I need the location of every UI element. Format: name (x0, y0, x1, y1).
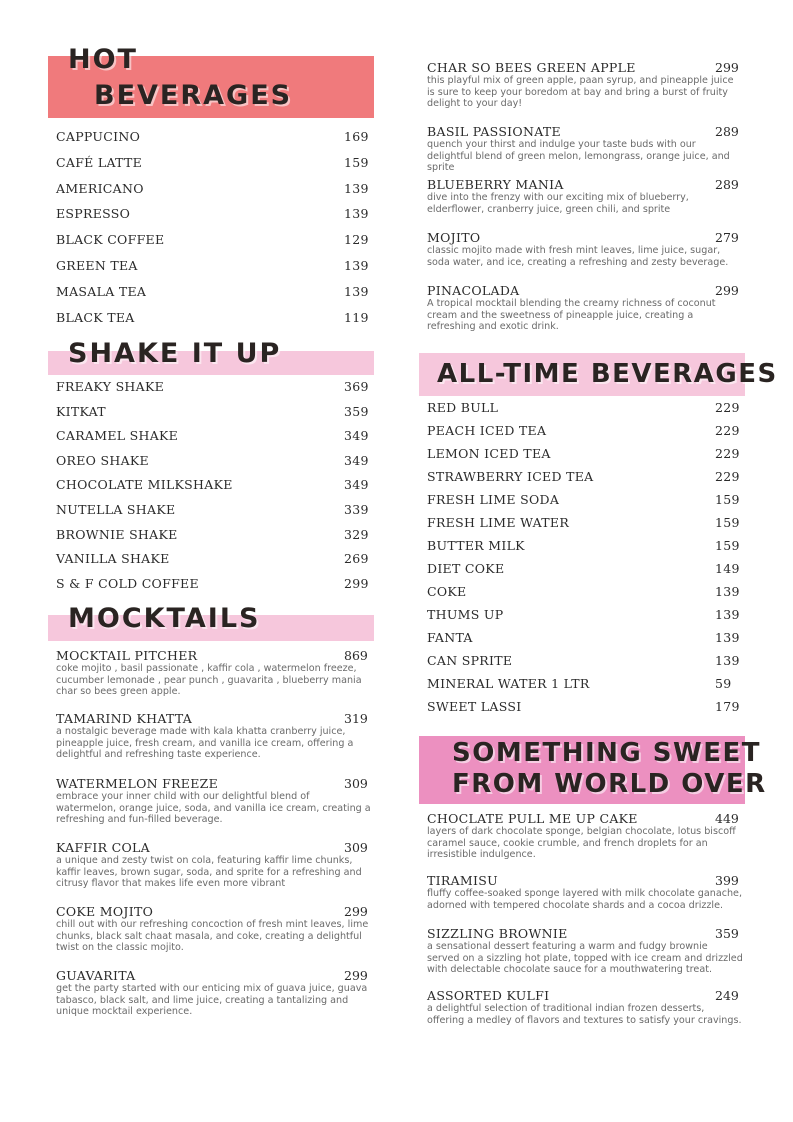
menu-item-name: AMERICANO (56, 180, 144, 196)
menu-item-name: PEACH ICED TEA (427, 423, 547, 438)
menu-item-price: 349 (344, 428, 369, 444)
menu-item-price: 359 (715, 926, 739, 941)
menu-item-name: CAN SPRITE (427, 653, 513, 668)
menu-item-name: MOCKTAIL PITCHER (56, 648, 198, 663)
menu-item-price: 129 (344, 232, 369, 248)
menu-item-name: FRESH LIME SODA (427, 492, 560, 507)
menu-item-price: 359 (344, 403, 369, 419)
menu-item-name: FREAKY SHAKE (56, 379, 165, 394)
all-time-beverages-title: ALL-TIME BEVERAGES (437, 359, 778, 389)
menu-item-price: 289 (715, 177, 739, 192)
menu-item-description: layers of dark chocolate sponge, belgian chocolate, lotus biscoff caramel sauce, cookie crumble, and french droplets for an irresistible indulgence. (427, 826, 736, 860)
menu-item-price: 229 (715, 446, 740, 461)
menu-item-price: 279 (715, 230, 739, 245)
menu-item-description: get the party started with our enticing mix of guava juice, guava tabasco, black salt, and lime juice, creating a tantalizing and unique mocktail experience. (56, 983, 368, 1017)
menu-item-name: ASSORTED KULFI (427, 988, 550, 1003)
menu-item-name: TIRAMISU (427, 873, 498, 888)
menu-item-price: 449 (715, 811, 739, 826)
menu-item-name: GUAVARITA (56, 968, 136, 983)
menu-item-name: OREO SHAKE (56, 452, 149, 468)
menu-item-name: BLACK TEA (56, 309, 135, 325)
menu-item-price: 139 (344, 206, 369, 222)
menu-item-name: PINACOLADA (427, 283, 520, 298)
menu-item-price: 159 (715, 515, 740, 530)
menu-item-price: 229 (715, 400, 740, 415)
menu-item-price: 269 (344, 551, 369, 567)
menu-item-name: WATERMELON FREEZE (56, 776, 219, 791)
menu-item-price: 349 (344, 477, 369, 493)
menu-item-price: 119 (344, 309, 369, 325)
menu-item-price: 349 (344, 452, 369, 468)
menu-item-price: 299 (715, 283, 739, 298)
menu-item-price: 139 (715, 653, 740, 668)
menu-item-price: 159 (715, 538, 740, 553)
menu-item-price: 319 (344, 711, 368, 726)
menu-item-name: RED BULL (427, 400, 499, 415)
menu-item-name: MINERAL WATER 1 LTR (427, 676, 590, 691)
menu-item-name: DIET COKE (427, 561, 505, 576)
hot-beverages-title-line2: BEVERAGES (94, 80, 293, 111)
menu-item-description: embrace your inner child with our delightful blend of watermelon, orange juice, soda, and vanilla ice cream, creating a refreshing and fun-filled beverage. (56, 791, 371, 825)
menu-item-name: KAFFIR COLA (56, 840, 150, 855)
menu-item-description: dive into the frenzy with our exciting mix of blueberry, elderflower, cranberry juice, green chili, and sprite (427, 192, 689, 215)
menu-item-description: this playful mix of green apple, paan syrup, and pineapple juice is sure to keep your boredom at bay and bring a burst of fruity delight to your day! (427, 75, 734, 109)
menu-item-price: 339 (344, 502, 369, 517)
menu-item-price: 289 (715, 124, 739, 139)
menu-item-description: quench your thirst and indulge your taste buds with our delightful blend of green melon, lemongrass, orange juice, and sprite (427, 139, 730, 173)
menu-item-price: 229 (715, 469, 740, 484)
menu-item-price: 159 (344, 154, 369, 170)
menu-item-description: a sensational dessert featuring a warm and fudgy brownie served on a sizzling hot plate, topped with ice cream and drizzled with delectable chocolate sauce for a mouthwatering treat. (427, 941, 743, 975)
menu-item-name: SWEET LASSI (427, 699, 522, 714)
menu-item-description: a unique and zesty twist on cola, featuring kaffir lime chunks, kaffir leaves, brown sugar, soda, and sprite for a refreshing and citrusy flavor that makes life even more vibrant (56, 855, 362, 889)
menu-item-price: 169 (344, 129, 369, 144)
something-sweet-title-line2: FROM WORLD OVER (452, 769, 767, 799)
menu-item-price: 139 (344, 180, 369, 196)
menu-item-description: classic mojito made with fresh mint leaves, lime juice, sugar, soda water, and ice, creating a refreshing and zesty beverage. (427, 245, 729, 268)
menu-item-price: 139 (344, 258, 369, 273)
menu-item-price: 139 (715, 584, 740, 599)
menu-item-name: CHOCOLATE MILKSHAKE (56, 477, 233, 493)
menu-item-name: FANTA (427, 630, 473, 645)
menu-item-price: 159 (715, 492, 740, 507)
menu-item-name: COKE MOJITO (56, 904, 154, 919)
shake-it-up-title: SHAKE IT UP (68, 338, 282, 369)
menu-item-description: a nostalgic beverage made with kala khatta cranberry juice, pineapple juice, fresh cream, and vanilla ice cream, offering a delightful and refreshing taste experience. (56, 726, 354, 760)
mocktails-title: MOCKTAILS (68, 603, 261, 634)
something-sweet-title-line1: SOMETHING SWEET (452, 738, 761, 768)
menu-item-name: VANILLA SHAKE (56, 551, 170, 567)
menu-item-name: CHOCLATE PULL ME UP CAKE (427, 811, 638, 826)
menu-item-name: MOJITO (427, 230, 481, 245)
menu-item-price: 139 (344, 283, 369, 299)
menu-item-name: TAMARIND KHATTA (56, 711, 193, 726)
menu-item-name: NUTELLA SHAKE (56, 502, 176, 517)
menu-item-description: a delightful selection of traditional indian frozen desserts, offering a medley of flavors and textures to satisfy your cravings. (427, 1003, 742, 1026)
menu-item-name: CARAMEL SHAKE (56, 428, 179, 444)
menu-item-name: BLACK COFFEE (56, 232, 165, 248)
menu-item-price: 59 (715, 676, 732, 691)
menu-item-name: CAPPUCINO (56, 129, 141, 144)
menu-item-price: 309 (344, 840, 368, 855)
menu-item-description: A tropical mocktail blending the creamy richness of coconut cream and the sweetness of pineapple juice, creating a refreshing and exotic drink. (427, 298, 716, 332)
menu-item-name: BLUEBERRY MANIA (427, 177, 564, 192)
hot-beverages-title-line1: HOT (68, 44, 138, 75)
menu-item-price: 299 (344, 968, 368, 983)
menu-item-price: 329 (344, 526, 369, 542)
menu-item-name: GREEN TEA (56, 258, 138, 273)
menu-item-price: 869 (344, 648, 368, 663)
menu-item-name: MASALA TEA (56, 283, 147, 299)
menu-item-name: COKE (427, 584, 467, 599)
menu-item-name: BROWNIE SHAKE (56, 526, 178, 542)
menu-item-price: 299 (344, 904, 368, 919)
menu-item-name: FRESH LIME WATER (427, 515, 570, 530)
menu-item-price: 229 (715, 423, 740, 438)
menu-item-name: ESPRESSO (56, 206, 131, 222)
menu-item-description: coke mojito , basil passionate , kaffir cola , watermelon freeze, cucumber lemonade , pear punch , guavarita , blueberry mania char so bees green apple. (56, 663, 362, 697)
menu-item-price: 309 (344, 776, 368, 791)
menu-item-price: 399 (715, 873, 739, 888)
menu-item-name: BUTTER MILK (427, 538, 525, 553)
menu-item-price: 299 (715, 60, 739, 75)
menu-item-name: S & F COLD COFFEE (56, 575, 199, 591)
menu-item-name: SIZZLING BROWNIE (427, 926, 568, 941)
menu-item-description: chill out with our refreshing concoction of fresh mint leaves, lime chunks, black salt chaat masala, and coke, creating a delightful twist on the classic mojito. (56, 919, 369, 953)
menu-item-name: CAFÉ LATTE (56, 154, 143, 170)
menu-item-description: fluffy coffee-soaked sponge layered with milk chocolate ganache, adorned with tempered chocolate shards and a cocoa drizzle. (427, 888, 743, 911)
menu-item-name: LEMON ICED TEA (427, 446, 551, 461)
menu-item-price: 139 (715, 607, 740, 622)
menu-item-name: CHAR SO BEES GREEN APPLE (427, 60, 636, 75)
menu-item-price: 179 (715, 699, 740, 714)
menu-item-price: 139 (715, 630, 740, 645)
menu-item-name: STRAWBERRY ICED TEA (427, 469, 594, 484)
menu-item-name: KITKAT (56, 403, 106, 419)
menu-item-name: BASIL PASSIONATE (427, 124, 561, 139)
menu-item-price: 149 (715, 561, 740, 576)
menu-item-price: 299 (344, 575, 369, 591)
menu-item-price: 249 (715, 988, 739, 1003)
menu-item-name: THUMS UP (427, 607, 504, 622)
menu-item-price: 369 (344, 379, 369, 394)
